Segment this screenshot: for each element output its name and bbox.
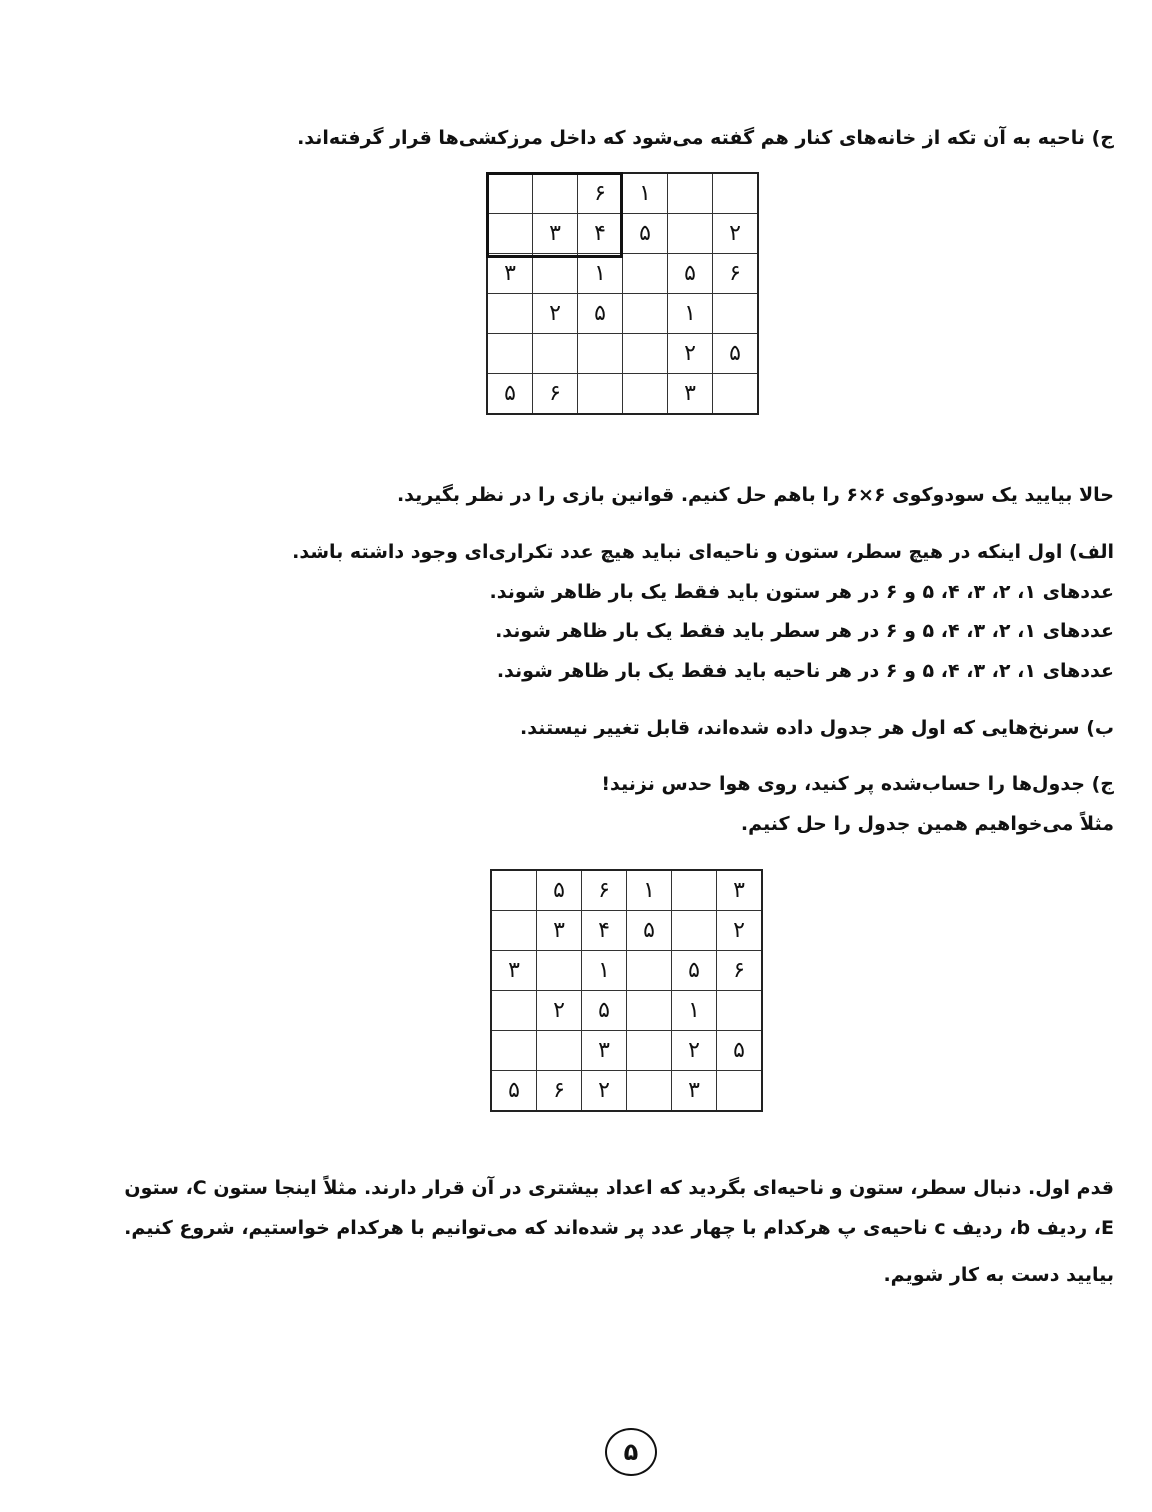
grid-cell: ۵ — [578, 294, 623, 334]
grid-cell — [717, 1071, 763, 1112]
grid-cell: ۴ — [578, 214, 623, 254]
grid-cell: ۲ — [582, 1071, 627, 1112]
grid-cell — [627, 1071, 672, 1112]
grid-cell: ۵ — [672, 951, 717, 991]
grid-row — [491, 991, 762, 1031]
grid-cell: ۲ — [533, 294, 578, 334]
grid-cell: ۲ — [713, 214, 759, 254]
grid-cell — [627, 991, 672, 1031]
grid-cell — [491, 1031, 537, 1071]
grid-row — [487, 374, 758, 415]
grid-cell — [668, 173, 713, 214]
grid-cell: ۱ — [668, 294, 713, 334]
page-number: ۵ — [605, 1428, 657, 1476]
grid-cell: ۵ — [717, 1031, 763, 1071]
grid-cell: ۱ — [672, 991, 717, 1031]
grid-cell: ۱ — [578, 254, 623, 294]
grid-cell: ۱ — [623, 173, 668, 214]
grid-cell: ۶ — [578, 173, 623, 214]
grid-cell: ۳ — [487, 254, 533, 294]
grid-row — [491, 870, 762, 911]
grid-cell — [537, 951, 582, 991]
grid-cell: ۵ — [537, 870, 582, 911]
grid-cell: ۵ — [623, 214, 668, 254]
rule-a-rows: عددهای ۱، ۲، ۳، ۴، ۵ و ۶ در هر سطر باید فقط یک بار ظاهر شوند. — [495, 620, 1114, 642]
grid-cell — [623, 334, 668, 374]
sudoku-grid-example — [486, 172, 759, 415]
grid-row — [491, 911, 762, 951]
grid-cell — [578, 374, 623, 415]
grid-cell — [487, 214, 533, 254]
grid-cell: ۶ — [582, 870, 627, 911]
rule-a-columns: عددهای ۱، ۲، ۳، ۴، ۵ و ۶ در هر ستون باید فقط یک بار ظاهر شوند. — [489, 581, 1114, 603]
grid-row — [487, 214, 758, 254]
grid-cell: ۳ — [537, 911, 582, 951]
rule-a: الف) اول اینکه در هیچ سطر، ستون و ناحیه‌ای نباید هیچ عدد تکراری‌ای وجود داشته باشد. — [292, 541, 1114, 563]
grid-cell: ۳ — [672, 1071, 717, 1112]
grid-cell — [713, 294, 759, 334]
grid-cell — [487, 334, 533, 374]
grid-cell: ۱ — [627, 870, 672, 911]
grid-cell — [491, 911, 537, 951]
paragraph-intro: حالا بیایید یک سودوکوی ۶×۶ را باهم حل کنیم. قوانین بازی را در نظر بگیرید. — [396, 484, 1114, 506]
grid-cell — [491, 870, 537, 911]
grid-cell — [623, 294, 668, 334]
grid-cell: ۲ — [672, 1031, 717, 1071]
grid-cell — [533, 334, 578, 374]
rule-c: ج) جدول‌ها را حساب‌شده پر کنید، روی هوا حدس نزنید! — [601, 773, 1114, 795]
grid-cell — [487, 173, 533, 214]
grid-cell — [623, 374, 668, 415]
grid-cell — [627, 951, 672, 991]
grid-cell: ۶ — [713, 254, 759, 294]
grid-cell — [668, 214, 713, 254]
grid-cell: ۶ — [537, 1071, 582, 1112]
grid-cell — [578, 334, 623, 374]
grid-cell: ۵ — [713, 334, 759, 374]
grid-row — [491, 951, 762, 991]
rule-b: ب) سرنخ‌هایی که اول هر جدول داده شده‌اند، قابل تغییر نیستند. — [520, 717, 1114, 739]
grid-cell — [717, 991, 763, 1031]
grid-row — [487, 334, 758, 374]
grid-cell: ۳ — [491, 951, 537, 991]
closing-line-3: بیایید دست به کار شویم. — [883, 1264, 1114, 1286]
grid-cell — [713, 374, 759, 415]
grid-cell: ۳ — [668, 374, 713, 415]
grid-cell: ۲ — [668, 334, 713, 374]
grid-cell: ۵ — [627, 911, 672, 951]
example-intro: مثلاً می‌خواهیم همین جدول را حل کنیم. — [740, 813, 1114, 835]
grid-cell: ۳ — [533, 214, 578, 254]
closing-line-1: قدم اول. دنبال سطر، ستون و ناحیه‌ای بگردید که اعداد بیشتری در آن قرار دارند. مثلاً اینجا ستون C، ستون — [124, 1177, 1114, 1199]
grid-cell: ۵ — [582, 991, 627, 1031]
intro-line: ج) ناحیه به آن تکه از خانه‌های کنار هم گفته می‌شود که داخل مرزکشی‌ها قرار گرفته‌اند. — [297, 127, 1114, 149]
grid-cell: ۵ — [487, 374, 533, 415]
grid-row — [491, 1071, 762, 1112]
grid-cell — [487, 294, 533, 334]
grid-row — [487, 294, 758, 334]
grid-cell: ۶ — [533, 374, 578, 415]
grid-cell — [672, 911, 717, 951]
grid-cell — [533, 173, 578, 214]
grid-cell: ۱ — [582, 951, 627, 991]
sudoku-grid-solving — [490, 869, 763, 1112]
grid-row — [491, 1031, 762, 1071]
grid-cell: ۵ — [491, 1071, 537, 1112]
grid-cell — [672, 870, 717, 911]
grid-cell — [491, 991, 537, 1031]
grid-cell: ۲ — [537, 991, 582, 1031]
rule-a-regions: عددهای ۱، ۲، ۳، ۴، ۵ و ۶ در هر ناحیه باید فقط یک بار ظاهر شوند. — [496, 660, 1114, 682]
grid-row — [487, 254, 758, 294]
grid-cell: ۶ — [717, 951, 763, 991]
closing-line-2: E، ردیف b، ردیف c ناحیه‌ی پ هرکدام با چهار عدد پر شده‌اند که می‌توانیم با هرکدام خواستیم، شروع کنیم. — [124, 1217, 1114, 1239]
grid-cell — [533, 254, 578, 294]
grid-row — [487, 173, 758, 214]
grid-cell — [713, 173, 759, 214]
grid-cell: ۳ — [717, 870, 763, 911]
grid-cell: ۳ — [582, 1031, 627, 1071]
grid-cell — [627, 1031, 672, 1071]
grid-cell: ۵ — [668, 254, 713, 294]
grid-cell: ۴ — [582, 911, 627, 951]
grid-cell: ۲ — [717, 911, 763, 951]
grid-cell — [623, 254, 668, 294]
grid-cell — [537, 1031, 582, 1071]
